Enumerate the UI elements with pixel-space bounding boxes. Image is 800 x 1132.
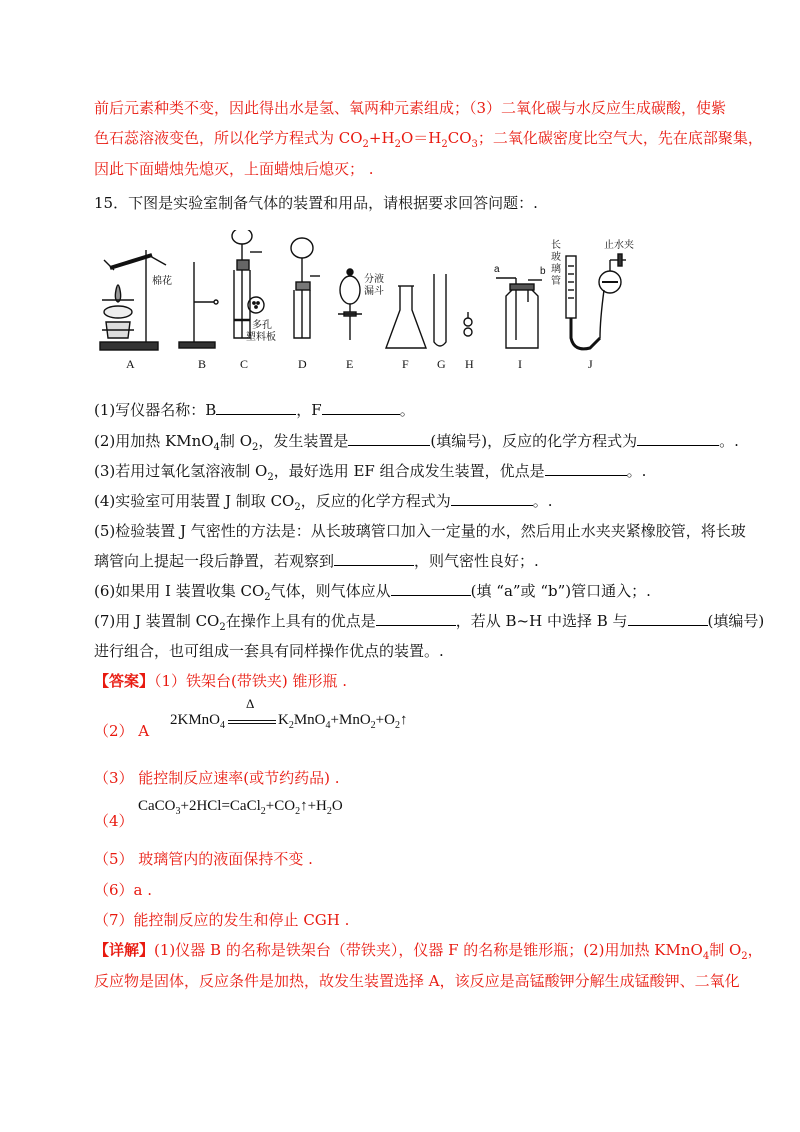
label-sep-funnel-2: 漏斗 [364, 286, 384, 297]
label-long-tube-4: 管 [551, 276, 561, 287]
question-2: (2)用加热 KMnO$_4$制 $O_2$，发生装置是 (填编号)，反应的化学方程式为 。. [94, 432, 739, 453]
caption-c: C [240, 357, 249, 371]
answer-3: （3） 能控制反应速率(或节约药品) . [94, 769, 340, 787]
caption-b: B [198, 357, 207, 371]
caption-f: F [402, 357, 409, 371]
answer-6: （6）a . [94, 881, 153, 899]
label-long-tube-1: 长 [551, 240, 561, 251]
apparatus-j [566, 254, 626, 349]
caption-d: D [298, 357, 307, 371]
answer-7: （7）能控制反应的发生和停止 CGH . [94, 911, 350, 929]
question-7-line-2: 进行组合，也可组成一套具有同样操作优点的装置。. [94, 642, 444, 660]
intro-line-3: 因此下面蜡烛先熄灭，上面蜡烛后熄灭； . [94, 160, 374, 178]
apparatus-g [434, 274, 446, 346]
label-long-tube-3: 璃 [551, 264, 561, 275]
label-sep-funnel-1: 分液 [364, 274, 384, 285]
label-cotton: 棉花 [152, 276, 172, 287]
question-title: 15．下图是实验室制备气体的装置和用品，请根据要求回答问题：. [94, 194, 538, 212]
caption-i: I [518, 357, 522, 371]
blank [637, 431, 719, 446]
intro-line-1: 前后元素种类不变，因此得出水是氢、氧两种元素组成；（3）二氧化碳与水反应生成碳酸，使紫 [94, 99, 727, 117]
answer-1: 【答案】（1）铁架台(带铁夹) 锥形瓶 . [94, 672, 348, 690]
apparatus-d [291, 238, 320, 338]
answer-5: （5） 玻璃管内的液面保持不变 . [94, 850, 313, 868]
apparatus-i [496, 278, 542, 348]
caption-j: J [588, 357, 593, 371]
label-port-a: a [494, 264, 500, 275]
apparatus-f [386, 286, 426, 348]
caption-h: H [465, 357, 474, 371]
question-4: (4)实验室可用装置 J 制取 $CO_2$，反应的化学方程式为 。. [94, 492, 553, 513]
blank [376, 611, 456, 626]
label-clamp: 止水夹 [604, 240, 634, 251]
question-1: (1)写仪器名称：B ，F 。 [94, 401, 415, 419]
question-6: (6)如果用 I 装置收集 $CO_2$气体，则气体应从 (填 “a”或 “b”)管口通入；. [94, 582, 651, 603]
question-5-line-2: 璃管向上提起一段后静置，若观察到 ，则气密性良好；. [94, 552, 539, 570]
apparatus-a [100, 250, 166, 350]
blank [322, 400, 400, 415]
label-port-b: b [540, 266, 546, 277]
blank [628, 611, 708, 626]
apparatus-b [179, 262, 218, 348]
blank [545, 461, 627, 476]
label-perforated-1: 多孔 [252, 320, 272, 331]
caption-a: A [126, 357, 135, 371]
question-7-line-1: (7)用 J 装置制 $CO_2$在操作上具有的优点是 ，若从 B~H 中选择 B 与 (填编号) [94, 612, 765, 633]
reaction-equals [228, 720, 276, 724]
apparatus-h [464, 312, 472, 336]
blank [348, 431, 430, 446]
apparatus-e [338, 269, 362, 340]
detail-line-1: 【详解】(1)仪器 B 的名称是铁架台（带铁夹），仪器 F 的名称是锥形瓶；(2)用加热 KMnO$_4$制 $O_2$， [94, 941, 763, 962]
intro-line-2: 色石蕊溶液变色，所以化学方程式为 $CO_2+H_2O=H_2CO_3$；二氧化碳密度比空气大，先在底部聚集， [94, 129, 763, 150]
blank [391, 581, 471, 596]
label-long-tube-2: 玻 [551, 252, 561, 263]
blank [216, 400, 296, 415]
question-5-line-1: (5)检验装置 J 气密性的方法是：从长玻璃管口加入一定量的水，然后用止水夹夹紧橡胶管，将长玻 [94, 522, 746, 540]
blank [334, 551, 414, 566]
caption-g: G [437, 357, 446, 371]
caption-e: E [346, 357, 354, 371]
label-perforated-2: 塑料板 [246, 332, 276, 343]
blank [451, 491, 533, 506]
detail-line-2: 反应物是固体，反应条件是加热，故发生装置选择 A，该反应是高锰酸钾分解生成锰酸钾、二氧化 [94, 972, 740, 990]
question-3: (3)若用过氧化氢溶液制 $O_2$，最好选用 EF 组合成发生装置，优点是 。. [94, 462, 647, 483]
apparatus-figure [94, 230, 654, 375]
